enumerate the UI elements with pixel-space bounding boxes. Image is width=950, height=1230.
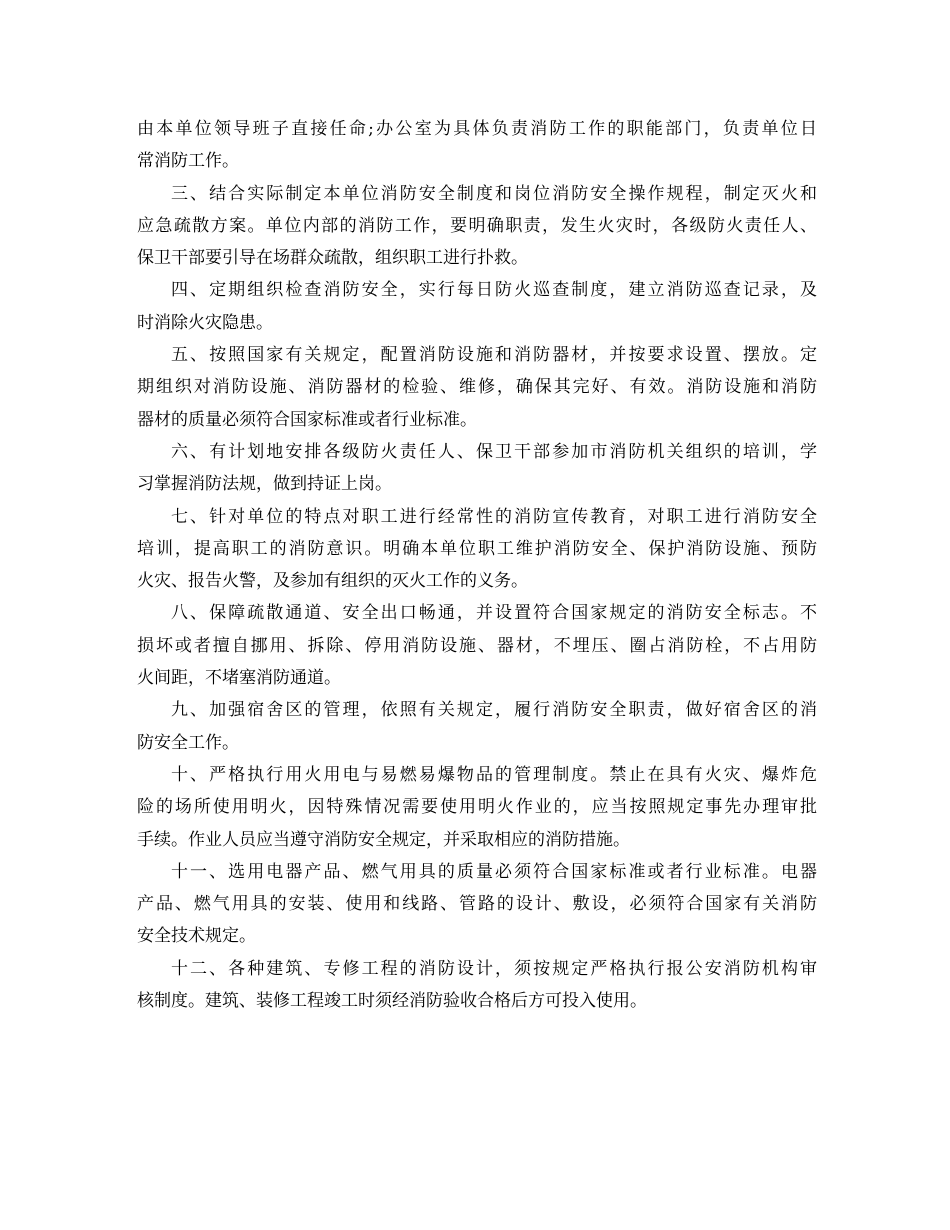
paragraph <box>137 339 817 436</box>
paragraph-line: 应急疏散方案。单位内部的消防工作，要明确职责，发生火灾时，各级防火责任人、 <box>137 215 817 236</box>
paragraph-line: 八、保障疏散通道、安全出口畅通，并设置符合国家规定的消防安全标志。不 <box>171 603 817 624</box>
paragraph <box>137 501 817 598</box>
paragraph-line: 九、加强宿舍区的管理，依照有关规定，履行消防安全职责，做好宿舍区的消 <box>171 700 817 721</box>
paragraph-line: 十、严格执行用火用电与易燃易爆物品的管理制度。禁止在具有火灾、爆炸危 <box>171 764 817 785</box>
paragraph-line: 器材的质量必须符合国家标准或者行业标准。 <box>137 409 477 430</box>
document-body <box>137 113 817 1017</box>
paragraph-line: 培训，提高职工的消防意识。明确本单位职工维护消防安全、保护消防设施、预防 <box>137 538 817 559</box>
paragraph-line: 七、针对单位的特点对职工进行经常性的消防宣传教育，对职工进行消防安全 <box>171 506 817 527</box>
paragraph-line: 六、有计划地安排各级防火责任人、保卫干部参加市消防机关组织的培训，学 <box>171 441 817 462</box>
paragraph-line: 习掌握消防法规，做到持证上岗。 <box>137 474 392 495</box>
paragraph-line: 损坏或者擅自挪用、拆除、停用消防设施、器材，不埋压、圈占消防栓，不占用防 <box>137 635 817 656</box>
paragraph-line: 险的场所使用明火，因特殊情况需要使用明火作业的，应当按照规定事先办理审批 <box>137 797 817 818</box>
paragraph <box>137 274 817 339</box>
paragraph-line: 五、按照国家有关规定，配置消防设施和消防器材，并按要求设置、摆放。定 <box>171 345 817 366</box>
paragraph-line: 火灾、报告火警，及参加有组织的灭火工作的义务。 <box>137 571 528 592</box>
paragraph <box>137 178 817 275</box>
paragraph-line: 防安全工作。 <box>137 732 239 753</box>
paragraph-line: 期组织对消防设施、消防器材的检验、维修，确保其完好、有效。消防设施和消防 <box>137 377 817 398</box>
paragraph-line: 三、结合实际制定本单位消防安全制度和岗位消防安全操作规程，制定灭火和 <box>171 183 817 204</box>
paragraph-line: 保卫干部要引导在场群众疏散，组织职工进行扑救。 <box>137 248 528 269</box>
paragraph-line: 十二、各种建筑、专修工程的消防设计，须按规定严格执行报公安消防机构审 <box>171 958 817 979</box>
paragraph <box>137 694 817 759</box>
paragraph-line: 由本单位领导班子直接任命;办公室为具体负责消防工作的职能部门，负责单位日 <box>137 119 817 139</box>
paragraph-line: 安全技术规定。 <box>137 926 256 947</box>
paragraph-line: 四、定期组织检查消防安全，实行每日防火巡查制度，建立消防巡查记录，及 <box>171 280 817 301</box>
paragraph-line: 产品、燃气用具的安装、使用和线路、管路的设计、敷设，必须符合国家有关消防 <box>137 894 817 915</box>
paragraph-line: 火间距，不堵塞消防通道。 <box>137 668 341 689</box>
paragraph <box>137 113 817 178</box>
paragraph-line: 时消除火灾隐患。 <box>137 312 273 333</box>
paragraph-line: 十一、选用电器产品、燃气用具的质量必须符合国家标准或者行业标准。电器 <box>171 861 817 882</box>
paragraph <box>137 597 817 694</box>
paragraph <box>137 759 817 856</box>
paragraph <box>137 436 817 501</box>
paragraph <box>137 856 817 953</box>
paragraph-line: 核制度。建筑、装修工程竣工时须经消防验收合格后方可投入使用。 <box>137 991 647 1012</box>
paragraph-line: 常消防工作。 <box>137 151 239 172</box>
paragraph-line: 手续。作业人员应当遵守消防安全规定，并采取相应的消防措施。 <box>137 829 630 850</box>
paragraph <box>137 953 817 1018</box>
